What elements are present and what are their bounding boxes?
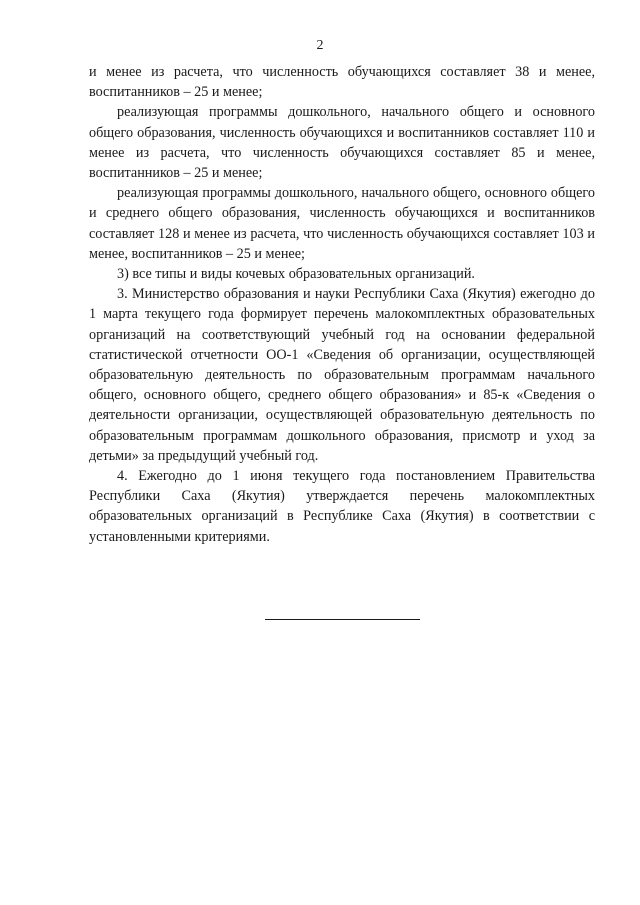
paragraph-nomadic-organizations: 3) все типы и виды кочевых образовательных организаций. [117, 266, 475, 283]
paragraph-item-3: 3. Министерство образования и науки Республики Саха (Якутия) ежегодно до 1 марта текущего года формирует перечень малокомплектных образовательных организаций на соответствующий учебный год на основании федеральной статистической отчетности ОО-1 «Сведения об организации, осуществляющей образовательную деятельность по образовательным программам начального общего, основного общего, среднего общего образования» и 85-к «Сведения о деятельности организации, осуществляющей образовательную деятельность по образовательным программам дошкольного образования, присмотр и уход за детьми» за предыдущий учебный год. [89, 286, 595, 464]
paragraph-basic-education: реализующая программы дошкольного, начального общего и основного общего образования, численность обучающихся и воспитанников составляет 110 и менее из расчета, что численность обучающихся составляет 85 и менее, воспитанников – 25 и менее; [89, 104, 595, 182]
document-body [89, 62, 595, 547]
paragraph-secondary-education: реализующая программы дошкольного, начального общего, основного общего и среднего общего образования, численность обучающихся и воспитанников составляет 128 и менее из расчета, что численность обучающихся составляет 103 и менее, воспитанников – 25 и менее; [89, 185, 595, 262]
paragraph-continuation: и менее из расчета, что численность обучающихся составляет 38 и менее, воспитанников – 25 и менее; [89, 64, 595, 101]
paragraph-item-4: 4. Ежегодно до 1 июня текущего года постановлением Правительства Республики Саха (Якутия) утверждается перечень малокомплектных образовательных организаций в Республике Саха (Якутия) в соответствии с установленными критериями. [89, 468, 595, 545]
page-number: 2 [316, 38, 324, 53]
closing-divider-line [265, 619, 420, 620]
